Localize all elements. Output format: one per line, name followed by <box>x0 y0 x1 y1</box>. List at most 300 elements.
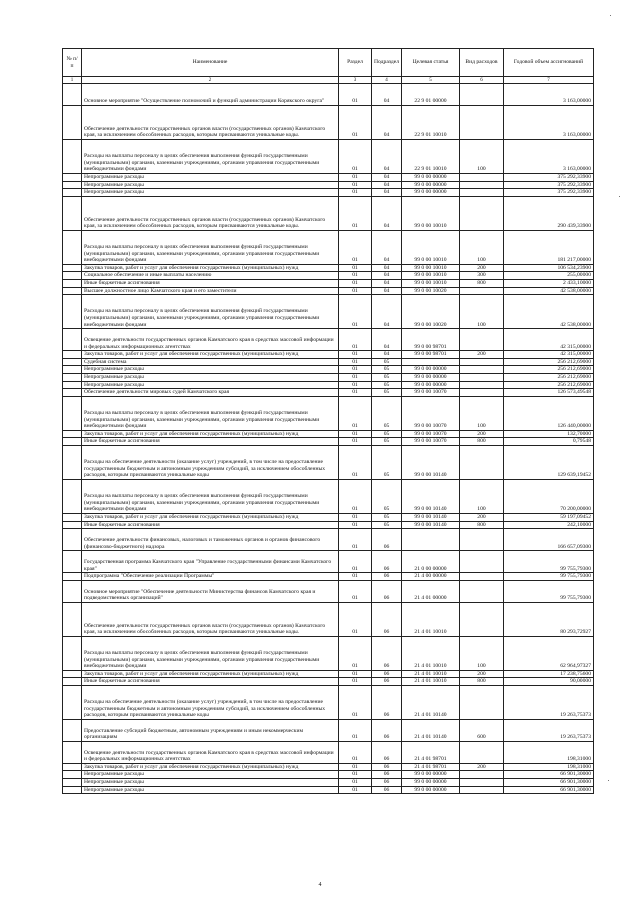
row-target-article-cell: 99 0 00 10070 <box>402 430 460 438</box>
row-name-cell: Освещение деятельности государственных органов Камчатского края в средствах массовой информации и федеральных информационных агентствах <box>82 329 339 351</box>
row-number-cell <box>63 438 82 446</box>
row-amount-cell: 375 292,33900 <box>504 174 594 182</box>
row-amount-cell: 132,70000 <box>504 430 594 438</box>
table-row <box>63 529 594 551</box>
row-amount-cell: 290 439,33900 <box>504 196 594 230</box>
scan-speck <box>608 780 609 781</box>
row-name-cell: Судебная система <box>82 358 339 366</box>
row-amount-cell: 255,00000 <box>504 272 594 280</box>
row-amount-cell: 126 573,49548 <box>504 389 594 397</box>
row-name-cell: Расходы на выплаты персоналу в целях обеспечения выполнения функций государственными (муниципальными) органами, казенными учреждениями, органами управления государственными внебюджетными фондами <box>82 230 339 264</box>
row-expense-type-cell: 100 <box>460 140 504 174</box>
row-amount-cell: 70 200,00000 <box>504 479 594 513</box>
row-expense-type-cell <box>460 389 504 397</box>
table-row <box>63 551 594 573</box>
row-number-cell <box>63 358 82 366</box>
row-target-article-cell: 99 0 00 10010 <box>402 272 460 280</box>
table-row <box>63 521 594 529</box>
row-name-cell: Закупка товаров, работ и услуг для обеспечения государственных (муниципальных) нужд <box>82 264 339 272</box>
row-razdel-cell: 01 <box>339 670 372 678</box>
row-podrazdel-cell: 04 <box>372 329 402 351</box>
row-expense-type-cell: 200 <box>460 430 504 438</box>
row-number-cell <box>63 381 82 389</box>
row-expense-type-cell: 200 <box>460 763 504 771</box>
row-podrazdel-cell: 06 <box>372 771 402 779</box>
row-number-cell <box>63 678 82 686</box>
row-podrazdel-cell: 04 <box>372 264 402 272</box>
row-target-article-cell: 21 0 00 00000 <box>402 551 460 573</box>
row-expense-type-cell <box>460 373 504 381</box>
table-row <box>63 174 594 182</box>
row-amount-cell: 256 212,69000 <box>504 358 594 366</box>
row-number-cell <box>63 602 82 636</box>
row-amount-cell: 42 538,00000 <box>504 295 594 329</box>
row-podrazdel-cell: 06 <box>372 580 402 602</box>
row-razdel-cell: 01 <box>339 445 372 479</box>
row-target-article-cell: 99 0 00 10070 <box>402 396 460 430</box>
table-row <box>63 741 594 763</box>
row-number-cell <box>63 779 82 787</box>
table-row <box>63 84 594 106</box>
row-target-article-cell: 99 0 00 00000 <box>402 771 460 779</box>
row-number-cell <box>63 389 82 397</box>
row-podrazdel-cell: 06 <box>372 685 402 719</box>
row-expense-type-cell <box>460 174 504 182</box>
row-amount-cell: 19 263,75373 <box>504 685 594 719</box>
row-amount-cell: 66 901,30000 <box>504 779 594 787</box>
row-podrazdel-cell: 04 <box>372 287 402 295</box>
row-razdel-cell: 01 <box>339 230 372 264</box>
row-number-cell <box>63 636 82 670</box>
row-amount-cell: 66 901,30000 <box>504 771 594 779</box>
row-razdel-cell: 01 <box>339 779 372 787</box>
row-amount-cell: 198,31000 <box>504 741 594 763</box>
row-target-article-cell: 21 4 01 10140 <box>402 685 460 719</box>
row-razdel-cell: 01 <box>339 272 372 280</box>
row-razdel-cell: 01 <box>339 513 372 521</box>
column-number: 1 <box>63 77 82 84</box>
row-podrazdel-cell: 04 <box>372 279 402 287</box>
row-podrazdel-cell: 06 <box>372 573 402 581</box>
row-name-cell: Расходы на обеспечение деятельности (оказание услуг) учреждений, в том числе на предоставление государственным бюджетным и автономным учреждениям субсидий, за исключением обособленных расходов, которым присваиваются уникальные коды <box>82 445 339 479</box>
row-razdel-cell: 01 <box>339 685 372 719</box>
row-amount-cell: 3 163,00000 <box>504 106 594 140</box>
column-number: 6 <box>460 77 504 84</box>
row-amount-cell: 99 755,79300 <box>504 551 594 573</box>
row-target-article-cell: 22 9 01 10010 <box>402 140 460 174</box>
row-name-cell: Иные бюджетные ассигнования <box>82 678 339 686</box>
table-row <box>63 196 594 230</box>
row-target-article-cell: 21 4 01 10010 <box>402 602 460 636</box>
row-razdel-cell: 01 <box>339 351 372 359</box>
table-row <box>63 329 594 351</box>
column-number: 5 <box>402 77 460 84</box>
row-razdel-cell: 01 <box>339 106 372 140</box>
row-target-article-cell: 99 0 00 10140 <box>402 521 460 529</box>
row-podrazdel-cell: 06 <box>372 670 402 678</box>
row-podrazdel-cell: 04 <box>372 181 402 189</box>
row-amount-cell: 62 964,97327 <box>504 636 594 670</box>
table-row <box>63 287 594 295</box>
row-amount-cell: 375 292,33900 <box>504 189 594 197</box>
row-name-cell: Расходы на выплаты персоналу в целях обеспечения выполнения функций государственными (муниципальными) органами, казенными учреждениями, органами управления государственными внебюджетными фондами <box>82 479 339 513</box>
row-amount-cell: 0,79548 <box>504 438 594 446</box>
row-name-cell: Расходы на выплаты персоналу в целях обеспечения выполнения функций государственными (муниципальными) органами, казенными учреждениями, органами управления государственными внебюджетными фондами <box>82 396 339 430</box>
row-expense-type-cell <box>460 106 504 140</box>
row-target-article-cell: 21 4 01 10010 <box>402 670 460 678</box>
row-razdel-cell: 01 <box>339 366 372 374</box>
table-row <box>63 771 594 779</box>
row-number-cell <box>63 430 82 438</box>
row-expense-type-cell <box>460 366 504 374</box>
table-row <box>63 719 594 741</box>
row-podrazdel-cell: 04 <box>372 189 402 197</box>
row-expense-type-cell <box>460 741 504 763</box>
row-name-cell: Непрограммные расходы <box>82 174 339 182</box>
row-target-article-cell: 99 0 00 00000 <box>402 381 460 389</box>
row-target-article-cell: 21 4 01 98701 <box>402 763 460 771</box>
row-razdel-cell: 01 <box>339 786 372 794</box>
row-number-cell <box>63 189 82 197</box>
row-amount-cell: 42 315,00000 <box>504 351 594 359</box>
row-target-article-cell: 99 0 00 10140 <box>402 445 460 479</box>
row-expense-type-cell: 100 <box>460 396 504 430</box>
row-number-cell <box>63 670 82 678</box>
row-razdel-cell: 01 <box>339 529 372 551</box>
table-row <box>63 580 594 602</box>
row-name-cell: Расходы на обеспечение деятельности (оказание услуг) учреждений, в том числе на предоставление государственным бюджетным и автономным учреждениям субсидий, за исключением обособленных расходов, которым присваиваются уникальные коды <box>82 685 339 719</box>
row-name-cell: Непрограммные расходы <box>82 181 339 189</box>
row-target-article-cell: 99 0 00 00000 <box>402 181 460 189</box>
row-target-article-cell: 99 0 00 10140 <box>402 513 460 521</box>
column-number: 2 <box>82 77 339 84</box>
row-razdel-cell: 01 <box>339 763 372 771</box>
row-expense-type-cell: 200 <box>460 670 504 678</box>
column-number: 7 <box>504 77 594 84</box>
row-target-article-cell: 99 0 00 10140 <box>402 479 460 513</box>
table-row <box>63 479 594 513</box>
row-expense-type-cell <box>460 771 504 779</box>
row-expense-type-cell <box>460 580 504 602</box>
row-expense-type-cell: 100 <box>460 230 504 264</box>
table-header <box>63 49 594 84</box>
row-razdel-cell: 01 <box>339 181 372 189</box>
row-amount-cell: 80 293,72927 <box>504 602 594 636</box>
row-target-article-cell: 99 0 00 10010 <box>402 279 460 287</box>
row-expense-type-cell: 100 <box>460 636 504 670</box>
row-amount-cell: 99 755,79300 <box>504 580 594 602</box>
row-podrazdel-cell: 04 <box>372 351 402 359</box>
row-podrazdel-cell: 05 <box>372 358 402 366</box>
row-target-article-cell: 99 0 00 00000 <box>402 189 460 197</box>
row-target-article-cell: 21 4 00 00000 <box>402 573 460 581</box>
header-podrazdel: Подраздел <box>372 49 402 77</box>
row-podrazdel-cell: 05 <box>372 445 402 479</box>
row-expense-type-cell <box>460 445 504 479</box>
header-name: Наименование <box>82 49 339 77</box>
row-name-cell: Закупка товаров, работ и услуг для обеспечения государственных (муниципальных) нужд <box>82 430 339 438</box>
row-name-cell: Подпрограмма "Обеспечение реализации Программы" <box>82 573 339 581</box>
row-razdel-cell: 01 <box>339 279 372 287</box>
row-razdel-cell: 01 <box>339 741 372 763</box>
row-number-cell <box>63 573 82 581</box>
row-name-cell: Основное мероприятие "Обеспечение деятельности Министерства финансов Камчатского края и подведомственных организаций" <box>82 580 339 602</box>
row-razdel-cell: 01 <box>339 389 372 397</box>
row-expense-type-cell: 600 <box>460 719 504 741</box>
row-name-cell: Иные бюджетные ассигнования <box>82 521 339 529</box>
row-podrazdel-cell: 04 <box>372 295 402 329</box>
row-expense-type-cell <box>460 786 504 794</box>
row-podrazdel-cell: 04 <box>372 106 402 140</box>
row-razdel-cell: 01 <box>339 264 372 272</box>
row-podrazdel-cell: 06 <box>372 719 402 741</box>
header-number: № п/п <box>63 49 82 77</box>
row-expense-type-cell <box>460 358 504 366</box>
row-expense-type-cell: 800 <box>460 438 504 446</box>
row-podrazdel-cell: 04 <box>372 140 402 174</box>
row-razdel-cell: 01 <box>339 521 372 529</box>
row-expense-type-cell: 200 <box>460 513 504 521</box>
row-razdel-cell: 01 <box>339 295 372 329</box>
row-name-cell: Обеспечение деятельности государственных органов власти (государственных органов) Камчатского края, за исключением обособленных расходов, которым присваиваются уникальные коды. <box>82 602 339 636</box>
table-row <box>63 445 594 479</box>
table-row <box>63 351 594 359</box>
table-row <box>63 763 594 771</box>
row-target-article-cell: 99 0 00 10010 <box>402 230 460 264</box>
table-row <box>63 381 594 389</box>
table-row <box>63 430 594 438</box>
row-number-cell <box>63 196 82 230</box>
row-name-cell: Закупка товаров, работ и услуг для обеспечения государственных (муниципальных) нужд <box>82 513 339 521</box>
row-amount-cell: 126 440,00000 <box>504 396 594 430</box>
table-row <box>63 264 594 272</box>
row-expense-type-cell: 200 <box>460 264 504 272</box>
table-row <box>63 358 594 366</box>
row-podrazdel-cell: 05 <box>372 479 402 513</box>
row-number-cell <box>63 181 82 189</box>
row-number-cell <box>63 264 82 272</box>
row-podrazdel-cell: 05 <box>372 521 402 529</box>
row-razdel-cell: 01 <box>339 430 372 438</box>
row-razdel-cell: 01 <box>339 189 372 197</box>
row-number-cell <box>63 719 82 741</box>
table-row <box>63 140 594 174</box>
row-amount-cell: 256 212,69000 <box>504 373 594 381</box>
row-name-cell: Закупка товаров, работ и услуг для обеспечения государственных (муниципальных) нужд <box>82 670 339 678</box>
row-razdel-cell: 01 <box>339 396 372 430</box>
row-razdel-cell: 01 <box>339 771 372 779</box>
row-name-cell: Непрограммные расходы <box>82 366 339 374</box>
table-row <box>63 189 594 197</box>
budget-table <box>62 48 594 794</box>
row-number-cell <box>63 771 82 779</box>
row-name-cell: Высшее должностное лицо Камчатского края и его заместители <box>82 287 339 295</box>
row-amount-cell: 198,31000 <box>504 763 594 771</box>
table-row <box>63 279 594 287</box>
row-name-cell: Закупка товаров, работ и услуг для обеспечения государственных (муниципальных) нужд <box>82 351 339 359</box>
row-expense-type-cell <box>460 287 504 295</box>
row-target-article-cell: 21 4 01 00000 <box>402 580 460 602</box>
row-target-article-cell: 99 0 00 00000 <box>402 174 460 182</box>
row-number-cell <box>63 529 82 551</box>
row-number-cell <box>63 140 82 174</box>
header-razdel: Раздел <box>339 49 372 77</box>
row-number-cell <box>63 106 82 140</box>
table-row <box>63 396 594 430</box>
row-expense-type-cell: 800 <box>460 521 504 529</box>
row-name-cell: Обеспечение деятельности финансовых, налоговых и таможенных органов и органов финансового (финансово-бюджетного) надзора <box>82 529 339 551</box>
row-number-cell <box>63 230 82 264</box>
table-row <box>63 685 594 719</box>
row-target-article-cell: 99 0 00 10010 <box>402 196 460 230</box>
row-amount-cell: 42 315,00000 <box>504 329 594 351</box>
table-body <box>63 84 594 794</box>
row-razdel-cell: 01 <box>339 719 372 741</box>
row-amount-cell: 242,10000 <box>504 521 594 529</box>
row-number-cell <box>63 272 82 280</box>
row-podrazdel-cell: 05 <box>372 373 402 381</box>
row-target-article-cell: 99 0 00 00000 <box>402 366 460 374</box>
row-podrazdel-cell: 06 <box>372 741 402 763</box>
row-number-cell <box>63 513 82 521</box>
row-number-cell <box>63 174 82 182</box>
row-name-cell: Иные бюджетные ассигнования <box>82 438 339 446</box>
row-podrazdel-cell: 06 <box>372 779 402 787</box>
row-target-article-cell <box>402 358 460 366</box>
row-amount-cell: 256 212,69000 <box>504 366 594 374</box>
row-number-cell <box>63 295 82 329</box>
row-name-cell: Обеспечение деятельности государственных органов власти (государственных органов) Камчатского края, за исключением обособленных расходов, которым присваиваются уникальные коды. <box>82 196 339 230</box>
row-podrazdel-cell: 05 <box>372 396 402 430</box>
table-row <box>63 513 594 521</box>
row-razdel-cell: 01 <box>339 329 372 351</box>
row-number-cell <box>63 741 82 763</box>
row-target-article-cell: 99 0 00 10020 <box>402 287 460 295</box>
row-razdel-cell: 01 <box>339 479 372 513</box>
row-razdel-cell: 01 <box>339 551 372 573</box>
row-razdel-cell: 01 <box>339 580 372 602</box>
row-expense-type-cell: 300 <box>460 272 504 280</box>
row-name-cell: Иные бюджетные ассигнования <box>82 279 339 287</box>
row-name-cell: Предоставление субсидий бюджетным, автономным учреждениям и иным некоммерческим организациям <box>82 719 339 741</box>
row-podrazdel-cell: 04 <box>372 196 402 230</box>
row-amount-cell: 90,00000 <box>504 678 594 686</box>
row-podrazdel-cell: 06 <box>372 678 402 686</box>
row-amount-cell: 19 263,75373 <box>504 719 594 741</box>
row-number-cell <box>63 366 82 374</box>
table-row <box>63 438 594 446</box>
row-podrazdel-cell: 05 <box>372 389 402 397</box>
row-expense-type-cell <box>460 685 504 719</box>
column-number: 3 <box>339 77 372 84</box>
row-number-cell <box>63 84 82 106</box>
row-name-cell: Расходы на выплаты персоналу в целях обеспечения выполнения функций государственными (муниципальными) органами, казенными учреждениями, органами управления государственными внебюджетными фондами <box>82 295 339 329</box>
row-name-cell: Основное мероприятие "Осуществление полномочий и функций администрации Корякского округа" <box>82 84 339 106</box>
row-target-article-cell: 99 0 00 10020 <box>402 295 460 329</box>
row-name-cell: Непрограммные расходы <box>82 771 339 779</box>
table-row <box>63 779 594 787</box>
row-number-cell <box>63 786 82 794</box>
row-razdel-cell: 01 <box>339 678 372 686</box>
row-target-article-cell: 21 4 01 98701 <box>402 741 460 763</box>
row-expense-type-cell <box>460 329 504 351</box>
row-expense-type-cell <box>460 381 504 389</box>
row-podrazdel-cell: 05 <box>372 430 402 438</box>
row-amount-cell: 99 755,79300 <box>504 573 594 581</box>
row-target-article-cell: 99 0 00 98701 <box>402 351 460 359</box>
table-row <box>63 181 594 189</box>
row-razdel-cell: 01 <box>339 438 372 446</box>
row-podrazdel-cell: 05 <box>372 438 402 446</box>
row-razdel-cell: 01 <box>339 381 372 389</box>
row-amount-cell: 3 163,00000 <box>504 140 594 174</box>
row-target-article-cell: 21 4 01 10010 <box>402 636 460 670</box>
row-expense-type-cell <box>460 573 504 581</box>
row-target-article-cell: 99 0 00 98701 <box>402 329 460 351</box>
row-number-cell <box>63 580 82 602</box>
row-name-cell: Обеспечение деятельности мировых судей Камчатского края <box>82 389 339 397</box>
row-name-cell: Расходы на выплаты персоналу в целях обеспечения выполнения функций государственными (муниципальными) органами, казенными учреждениями, органами управления государственными внебюджетными фондами <box>82 636 339 670</box>
row-number-cell <box>63 479 82 513</box>
row-name-cell: Социальное обеспечение и иные выплаты населению <box>82 272 339 280</box>
table-row <box>63 366 594 374</box>
row-podrazdel-cell: 04 <box>372 230 402 264</box>
row-expense-type-cell: 800 <box>460 678 504 686</box>
row-expense-type-cell <box>460 551 504 573</box>
row-podrazdel-cell: 04 <box>372 84 402 106</box>
row-number-cell <box>63 373 82 381</box>
row-target-article-cell: 99 0 00 00000 <box>402 779 460 787</box>
row-amount-cell: 59 197,09452 <box>504 513 594 521</box>
row-razdel-cell: 01 <box>339 196 372 230</box>
row-name-cell: Непрограммные расходы <box>82 381 339 389</box>
row-name-cell: Непрограммные расходы <box>82 779 339 787</box>
column-number-row <box>63 77 594 84</box>
row-amount-cell: 42 538,00000 <box>504 287 594 295</box>
row-target-article-cell <box>402 529 460 551</box>
header-target-article: Целевая статья <box>402 49 460 77</box>
table-row <box>63 295 594 329</box>
row-podrazdel-cell: 06 <box>372 551 402 573</box>
row-amount-cell: 256 212,69000 <box>504 381 594 389</box>
row-name-cell: Непрограммные расходы <box>82 189 339 197</box>
header-annual-amount: Годовой объем ассигнований <box>504 49 594 77</box>
row-number-cell <box>63 287 82 295</box>
row-expense-type-cell <box>460 529 504 551</box>
row-razdel-cell: 01 <box>339 84 372 106</box>
row-number-cell <box>63 763 82 771</box>
row-amount-cell: 106 534,23900 <box>504 264 594 272</box>
row-podrazdel-cell: 06 <box>372 636 402 670</box>
row-expense-type-cell: 100 <box>460 479 504 513</box>
row-expense-type-cell <box>460 602 504 636</box>
row-razdel-cell: 01 <box>339 602 372 636</box>
row-expense-type-cell <box>460 189 504 197</box>
row-number-cell <box>63 351 82 359</box>
row-amount-cell: 129 639,19452 <box>504 445 594 479</box>
table-row <box>63 786 594 794</box>
row-podrazdel-cell: 06 <box>372 602 402 636</box>
table-row <box>63 272 594 280</box>
row-podrazdel-cell: 05 <box>372 381 402 389</box>
table-row <box>63 230 594 264</box>
row-razdel-cell: 01 <box>339 636 372 670</box>
row-number-cell <box>63 551 82 573</box>
row-target-article-cell: 99 0 00 00000 <box>402 373 460 381</box>
row-target-article-cell: 22 9 01 00000 <box>402 84 460 106</box>
row-expense-type-cell: 100 <box>460 295 504 329</box>
row-razdel-cell: 01 <box>339 573 372 581</box>
